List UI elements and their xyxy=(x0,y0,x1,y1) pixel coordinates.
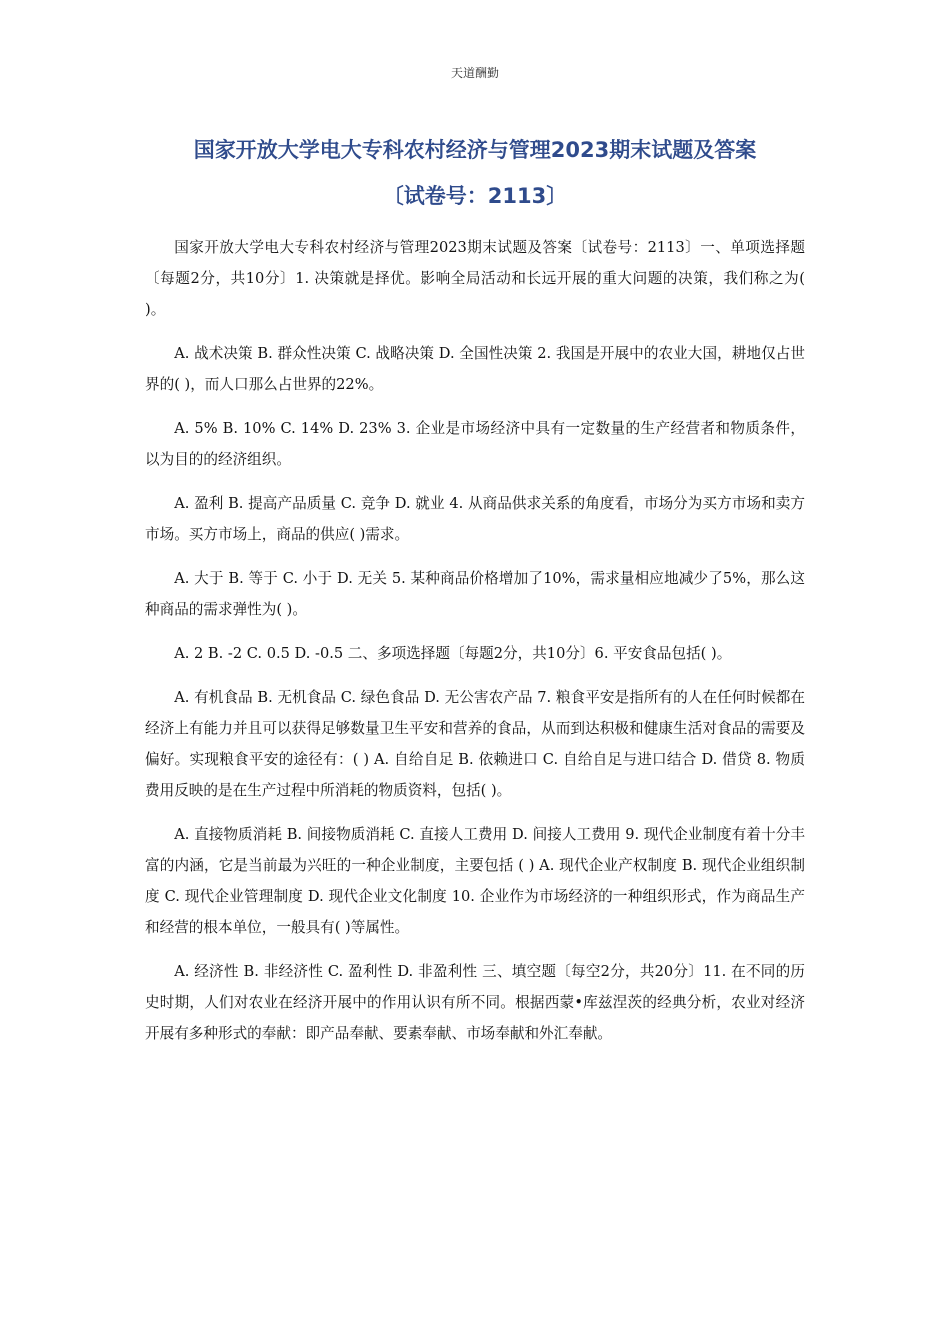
paragraph: A. 5% B. 10% C. 14% D. 23% 3. 企业是市场经济中具有一定数量的生产经营者和物质条件，以为目的的经济组织。 xyxy=(145,420,805,468)
paragraph: A. 有机食品 B. 无机食品 C. 绿色食品 D. 无公害农产品 7. 粮食平安是指所有的人在任何时候都在经济上有能力并且可以获得足够数量卫生平安和营养的食品，从而到达积极和健康生活对食品的需要及偏好。实现粮食平安的途径有：( ) A. 自给自足 B. 依赖进口 C. 自给自足与进口结合 D. 借贷 8. 物质费用反映的是在生产过程中所消耗的物质资料，包括( )。 xyxy=(145,689,805,799)
page-header: 天道酬勤 xyxy=(450,66,499,80)
document-title: 国家开放大学电大专科农村经济与管理2023期末试题及答案 xyxy=(193,138,757,162)
paragraph: A. 战术决策 B. 群众性决策 C. 战略决策 D. 全国性决策 2. 我国是开展中的农业大国，耕地仅占世界的( )，而人口那么占世界的22%。 xyxy=(145,345,805,393)
paragraph: A. 大于 B. 等于 C. 小于 D. 无关 5. 某种商品价格增加了10%，需求量相应地减少了5%，那么这种商品的需求弹性为( )。 xyxy=(145,570,805,618)
paragraph: A. 直接物质消耗 B. 间接物质消耗 C. 直接人工费用 D. 间接人工费用 9. 现代企业制度有着十分丰富的内涵，它是当前最为兴旺的一种企业制度，主要包括 ( ) A. 现代企业产权制度 B. 现代企业组织制度 C. 现代企业管理制度 D. 现代企业文化制度 10. 企业作为市场经济的一种组织形式，作为商品生产和经营的根本单位，一般具有( )等属性。 xyxy=(145,826,805,936)
document-body xyxy=(145,232,805,1062)
paragraph: A. 盈利 B. 提高产品质量 C. 竞争 D. 就业 4. 从商品供求关系的角度看，市场分为买方市场和卖方市场。买方市场上，商品的供应( )需求。 xyxy=(145,495,805,543)
exam-number-subtitle: 〔试卷号：2113〕 xyxy=(382,184,568,208)
paragraph: 国家开放大学电大专科农村经济与管理2023期末试题及答案〔试卷号：2113〕一、单项选择题〔每题2分，共10分〕1. 决策就是择优。影响全局活动和长远开展的重大问题的决策，我们称之为( )。 xyxy=(145,239,805,318)
paragraph: A. 2 B. -2 C. 0.5 D. -0.5 二、多项选择题〔每题2分，共10分〕6. 平安食品包括( )。 xyxy=(174,645,732,662)
paragraph: A. 经济性 B. 非经济性 C. 盈利性 D. 非盈利性 三、填空题〔每空2分，共20分〕11. 在不同的历史时期，人们对农业在经济开展中的作用认识有所不同。根据西蒙•库兹涅茨的经典分析，农业对经济开展有多种形式的奉献：即产品奉献、要素奉献、市场奉献和外汇奉献。 xyxy=(145,963,805,1042)
